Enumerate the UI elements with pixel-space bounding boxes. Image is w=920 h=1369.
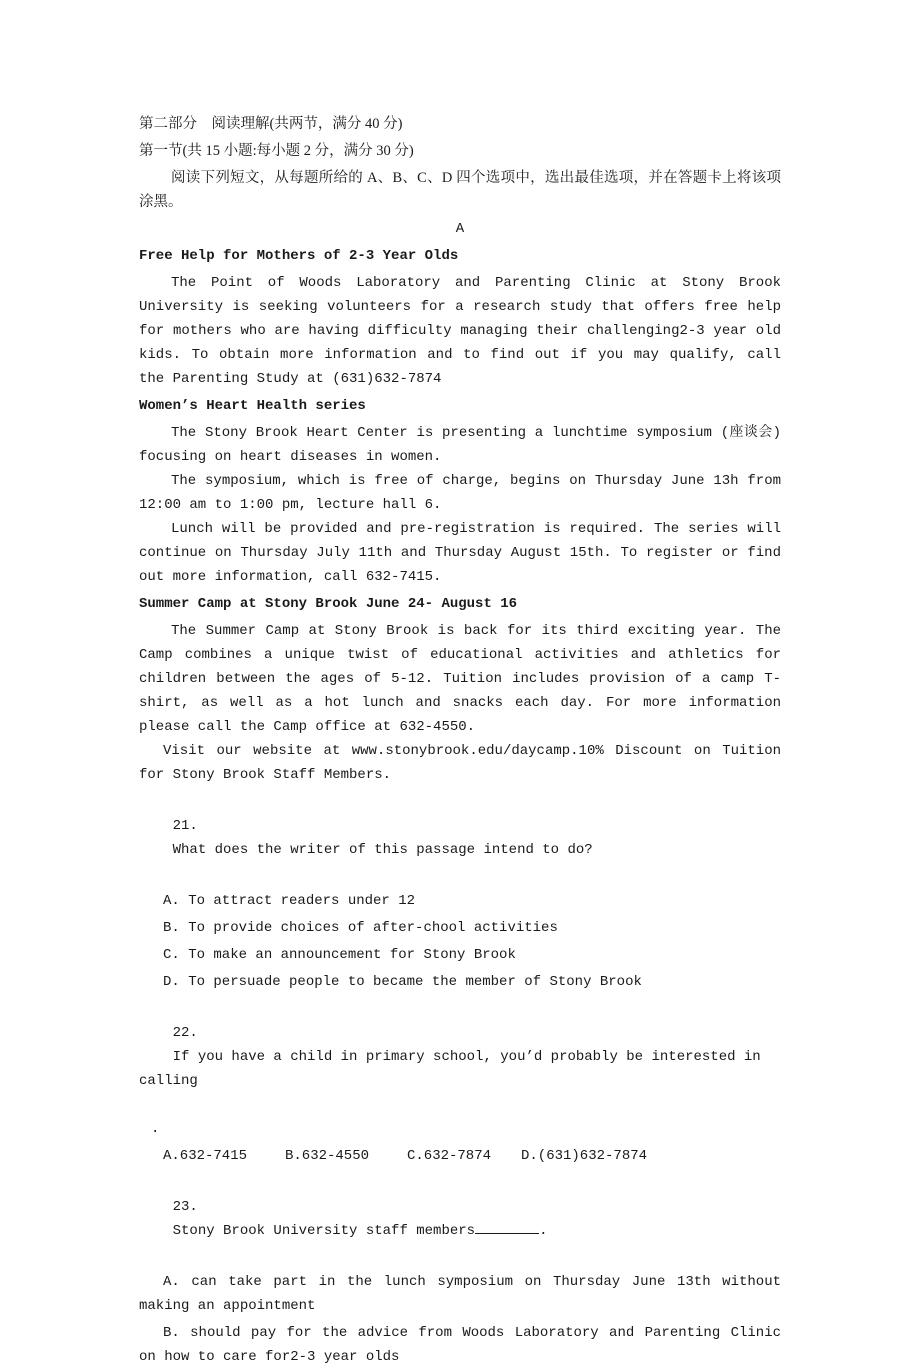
section-heading-heart-health: Women’s Heart Health series [139,398,366,414]
option-22-b[interactable]: B.632-4550 [285,1148,370,1164]
paragraph: The Stony Brook Heart Center is presenting a lunchtime symposium (座谈会) focusing on heart diseases in women. [139,425,790,465]
option-21-a[interactable]: A. To attract readers under 12 [163,893,416,909]
paragraph: Lunch will be provided and pre-registration is required. The series will continue on Thursday July 11th and Thursday August 15th. To register or find out more information, call 632-7415. [139,521,790,585]
option-21-d[interactable]: D. To persuade people to became the member of Stony Brook [163,974,642,990]
option-21-b[interactable]: B. To provide choices of after-chool activities [163,920,558,936]
question-21 [139,790,781,886]
question-trailing: . [539,1223,548,1239]
question-stem: What does the writer of this passage intend to do? [172,842,593,858]
section-title: 第一节(共 15 小题:每小题 2 分，满分 30 分) [139,143,414,159]
question-number: 22. [172,1025,198,1041]
option-22-d[interactable]: D.(631)632-7874 [521,1148,648,1164]
exam-page [139,112,790,1369]
paragraph: The Summer Camp at Stony Brook is back for its third exciting year. The Camp combines a unique twist of educational activities and athletics for children between the ages of 5-12. Tuition includes provision of a camp T-shirt, as well as a hot lunch and snacks each day. For more information please call the Camp office at 632-4550. [139,623,790,735]
question-22-options [139,1144,781,1168]
paragraph: The Point of Woods Laboratory and Parenting Clinic at Stony Brook University is seeking volunteers for a research study that offers free help for mothers who are having difficulty managing their challenging2-3 year old kids. To obtain more information and to find out if you may qualify, call the Parenting Study at (631)632-7874 [139,275,790,387]
question-stem: If you have a child in primary school, you’d probably be interested in calling [139,1049,770,1089]
option-21-c[interactable]: C. To make an announcement for Stony Brook [163,947,516,963]
part-title: 第二部分 阅读理解(共两节，满分 40 分) [139,116,403,132]
question-22 [139,997,781,1117]
answer-blank [475,1219,539,1234]
question-number: 21. [172,818,198,834]
instructions: 阅读下列短文，从每题所给的 A、B、C、D 四个选项中，选出最佳选项，并在答题卡上将该项涂黑。 [139,170,781,210]
option-23-a[interactable]: A. can take part in the lunch symposium on Thursday June 13th without making an appointment [139,1274,790,1314]
option-22-a[interactable]: A.632-7415 [163,1148,248,1164]
section-free-help [139,271,790,391]
passage-label: A [455,221,465,237]
question-23 [139,1171,781,1267]
option-23-b[interactable]: B. should pay for the advice from Woods Laboratory and Parenting Clinic on how to care for2-3 year olds [139,1325,790,1365]
section-heart-health [139,421,790,589]
question-22-trailing: . [151,1121,160,1137]
question-number: 23. [172,1199,198,1215]
paragraph: Visit our website at www.stonybrook.edu/daycamp.10% Discount on Tuition for Stony Brook Staff Members. [139,743,790,783]
paragraph: The symposium, which is free of charge, begins on Thursday June 13h from 12:00 am to 1:00 pm, lecture hall 6. [139,473,790,513]
question-stem: Stony Brook University staff members [172,1223,476,1239]
section-summer-camp [139,619,790,787]
option-22-c[interactable]: C.632-7874 [407,1148,492,1164]
section-heading-summer-camp: Summer Camp at Stony Brook June 24- August 16 [139,596,518,612]
section-heading-free-help: Free Help for Mothers of 2-3 Year Olds [139,248,459,264]
